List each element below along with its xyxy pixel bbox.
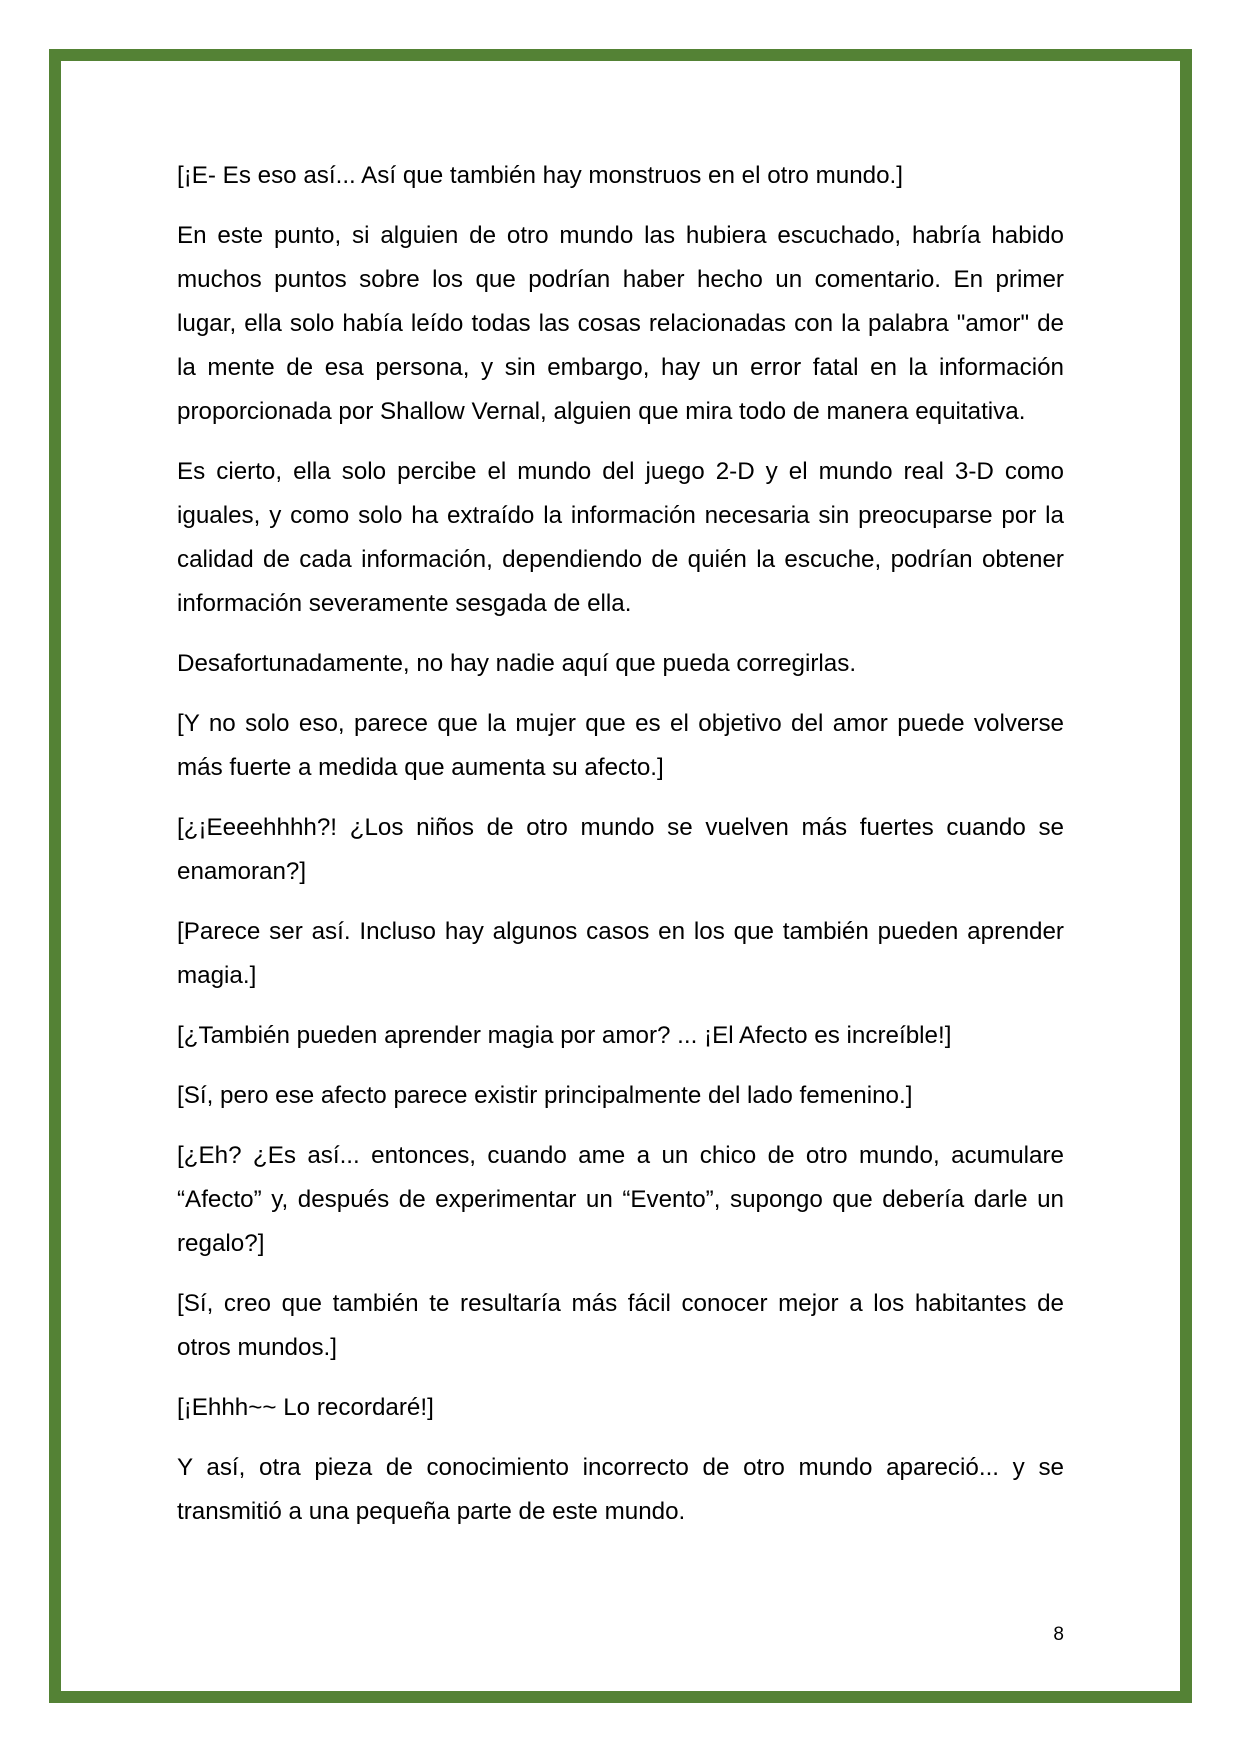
paragraph: [Sí, pero ese afecto parece existir principalmente del lado femenino.] [177,1082,913,1109]
paragraph: [Y no solo eso, parece que la mujer que es el objetivo del amor puede volverse más fuerte a medida que aumenta su afecto.] [177,710,1064,781]
page-number: 8 [1053,1624,1064,1645]
paragraph: [Parece ser así. Incluso hay algunos casos en los que también pueden aprender magia.] [177,918,1064,989]
page-body [177,154,1064,1550]
paragraph: [¿¡Eeeehhhh?! ¿Los niños de otro mundo se vuelven más fuertes cuando se enamoran?] [177,814,1064,885]
paragraph: [Sí, creo que también te resultaría más fácil conocer mejor a los habitantes de otros mundos.] [177,1290,1064,1361]
paragraph: Y así, otra pieza de conocimiento incorrecto de otro mundo apareció... y se transmitió a una pequeña parte de este mundo. [177,1454,1064,1525]
paragraph: [¡E- Es eso así... Así que también hay monstruos en el otro mundo.] [177,162,903,189]
paragraph: En este punto, si alguien de otro mundo las hubiera escuchado, habría habido muchos puntos sobre los que podrían haber hecho un comentario. En primer lugar, ella solo había leído todas las cosas relacionadas con la palabra "amor" de la mente de esa persona, y sin embargo, hay un error fatal en la información proporcionada por Shallow Vernal, alguien que mira todo de manera equitativa. [177,222,1064,425]
paragraph: [¿Eh? ¿Es así... entonces, cuando ame a un chico de otro mundo, acumulare “Afecto” y, después de experimentar un “Evento”, supongo que debería darle un regalo?] [177,1142,1064,1257]
paragraph: [¿También pueden aprender magia por amor? ... ¡El Afecto es increíble!] [177,1022,952,1049]
paragraph: [¡Ehhh~~ Lo recordaré!] [177,1394,434,1421]
paragraph: Desafortunadamente, no hay nadie aquí que pueda corregirlas. [177,650,857,677]
paragraph: Es cierto, ella solo percibe el mundo del juego 2-D y el mundo real 3-D como iguales, y como solo ha extraído la información necesaria sin preocuparse por la calidad de cada información, dependiendo de quién la escuche, podrían obtener información severamente sesgada de ella. [177,458,1064,617]
